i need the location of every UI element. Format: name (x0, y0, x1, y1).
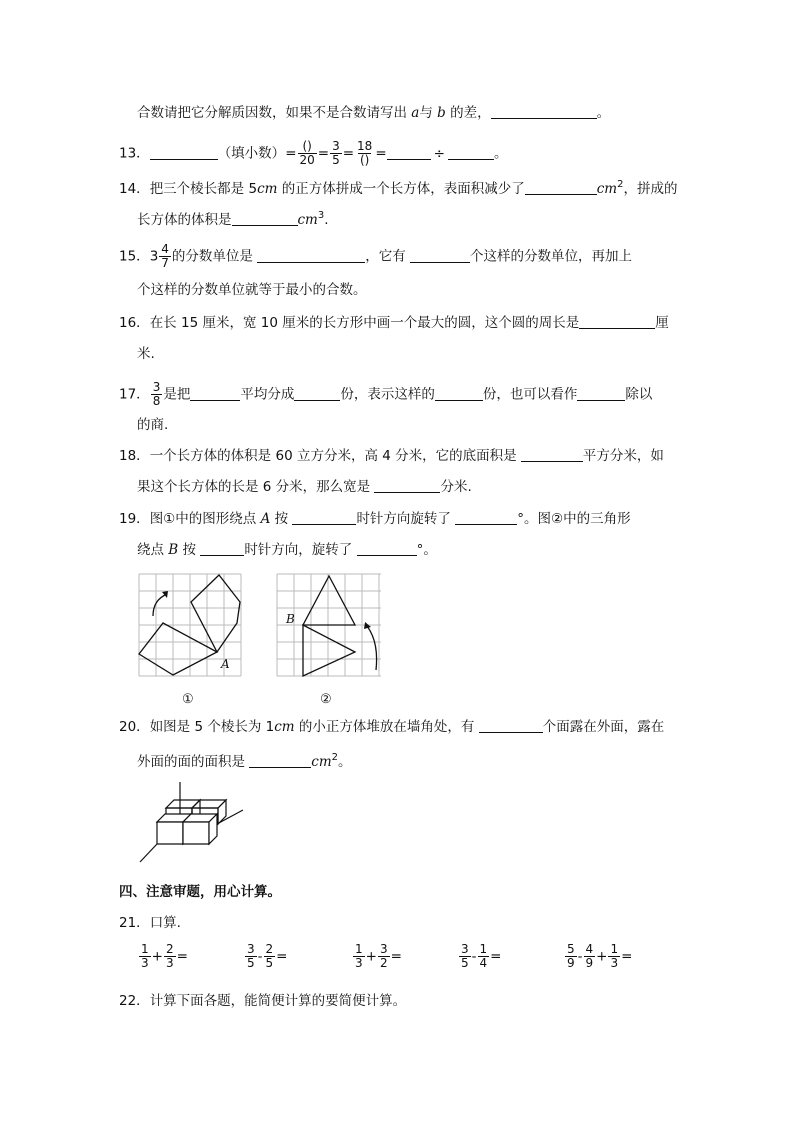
q21-item: $\frac{1}{3}$ + $\frac{3}{2}$ = (355, 942, 402, 970)
q12-tail: 合数请把它分解质因数，如果不是合数请写出 a与 b 的差， 。 (137, 105, 611, 121)
q17-blank-parts[interactable] (294, 386, 340, 401)
q19-blank-direction-2[interactable] (200, 541, 244, 556)
q13: 13． （填小数）= $\frac{()}{20}$ = $\frac{3}{5}$ = $\frac{18}{()}$ = ÷ 。 (119, 139, 508, 167)
q14: 14．把三个棱长都是 5cm 的正方体拼成一个长方体，表面积减少了 $cm^2$，拼成的 (119, 179, 678, 197)
q17-blank-whole[interactable] (190, 386, 240, 401)
q13-blank-decimal[interactable] (150, 145, 218, 160)
q21-fraction: $\frac{1}{3}$ (355, 942, 363, 970)
q16: 16．在长 15 厘米，宽 10 厘米的长方形中画一个最大的圆，这个圆的周长是 厘 (119, 315, 669, 331)
q20: 20．如图是 5 个棱长为 1cm 的小正方体堆放在墙角处，有 个面露在外面，露在 (119, 719, 665, 735)
q15-blank-unit[interactable] (257, 248, 365, 263)
q20-line2: 外面的面的面积是 $cm^2$。 (137, 752, 352, 770)
q15-fraction: $\frac{4}{7}$ (161, 242, 169, 270)
point-a-label: A (221, 657, 230, 671)
q16-blank-circumference[interactable] (579, 314, 655, 329)
q21: 21．口算. (119, 915, 181, 931)
q14-blank-area[interactable] (525, 180, 597, 195)
q21-fraction: $\frac{2}{3}$ (165, 942, 174, 970)
q19-figure-1 (137, 572, 245, 710)
q20-cubes-figure (137, 780, 247, 868)
q20-blank-face-count[interactable] (479, 718, 543, 733)
q19-line2: 绕点 B 按 时针方向，旋转了 °。 (137, 542, 437, 558)
q13-blank-dividend[interactable] (387, 145, 431, 160)
quadrilateral-rotated (191, 575, 240, 652)
figure-1-caption: ① (182, 692, 194, 707)
q19-blank-angle-1[interactable] (455, 510, 517, 525)
q21-fraction: $\frac{5}{9}$ (567, 942, 575, 970)
q21-fraction: $\frac{3}{5}$ (247, 942, 255, 970)
q15-blank-count[interactable] (410, 248, 470, 263)
q21-fraction: $\frac{2}{5}$ (265, 942, 274, 970)
q18-blank-width[interactable] (374, 478, 440, 493)
figure-2-caption: ② (320, 692, 332, 707)
q13-fraction-3: $\frac{18}{()}$ (357, 139, 373, 167)
q14-line2: 长方体的体积是 $cm^3$. (137, 210, 329, 228)
q12-answer-blank[interactable] (491, 104, 597, 119)
rotation-arrow-icon (153, 594, 167, 616)
q21-item: $\frac{3}{5}$ - $\frac{2}{5}$ = (247, 942, 288, 970)
q19-blank-direction-1[interactable] (292, 510, 356, 525)
q18: 18．一个长方体的体积是 60 立方分米，高 4 分米，它的底面积是 平方分米，如 (119, 448, 664, 464)
q21-fraction: $\frac{4}{9}$ (585, 942, 594, 970)
q14-blank-volume[interactable] (232, 211, 298, 226)
q21-item: $\frac{1}{3}$ + $\frac{2}{3}$ = (141, 942, 188, 970)
q21-fraction: $\frac{3}{5}$ (461, 942, 469, 970)
q21-fraction: $\frac{1}{3}$ (610, 942, 619, 970)
rotation-arrow-icon (367, 626, 377, 670)
q15: 15．3 $\frac{4}{7}$ 的分数单位是 ，它有 个这样的分数单位，再加上 (119, 242, 633, 270)
q21-item: $\frac{3}{5}$ - $\frac{1}{4}$ = (461, 942, 502, 970)
q20-blank-area[interactable] (249, 753, 311, 768)
q21-item: $\frac{5}{9}$ - $\frac{4}{9}$ + $\frac{1}{3}$ = (567, 942, 633, 970)
q15-line2: 个这样的分数单位就等于最小的合数。 (137, 282, 367, 298)
cube-front-right (183, 814, 217, 844)
q16-line2: 米. (137, 346, 155, 362)
q18-blank-base-area[interactable] (521, 447, 583, 462)
q17-fraction: $\frac{3}{8}$ (152, 380, 161, 408)
q17-blank-dividend[interactable] (577, 386, 625, 401)
q18-line2: 果这个长方体的长是 6 分米，那么宽是 分米. (137, 479, 472, 495)
q19-figure-2 (275, 572, 385, 710)
wall-floor-edge-left (140, 844, 157, 862)
point-b-label: B (286, 612, 295, 626)
q22: 22．计算下面各题，能简便计算的要简便计算。 (119, 993, 407, 1009)
q13-fraction-1: $\frac{()}{20}$ (299, 139, 315, 167)
q19: 19．图①中的图形绕点 A 按 时针方向旋转了 °。图②中的三角形 (119, 511, 631, 527)
q17: 17． $\frac{3}{8}$ 是把 平均分成 份，表示这样的 份，也可以看作 除以 (119, 380, 653, 408)
q19-blank-angle-2[interactable] (357, 541, 417, 556)
q13-blank-divisor[interactable] (448, 145, 494, 160)
q21-fraction: $\frac{3}{2}$ (379, 942, 388, 970)
section-4-title: 四、注意审题，用心计算。 (119, 884, 281, 900)
q21-fraction: $\frac{1}{4}$ (479, 942, 488, 970)
q13-fraction-2: $\frac{3}{5}$ (332, 139, 340, 167)
q17-blank-taken[interactable] (435, 386, 483, 401)
q21-fraction: $\frac{1}{3}$ (141, 942, 149, 970)
q17-line2: 的商. (137, 417, 169, 433)
